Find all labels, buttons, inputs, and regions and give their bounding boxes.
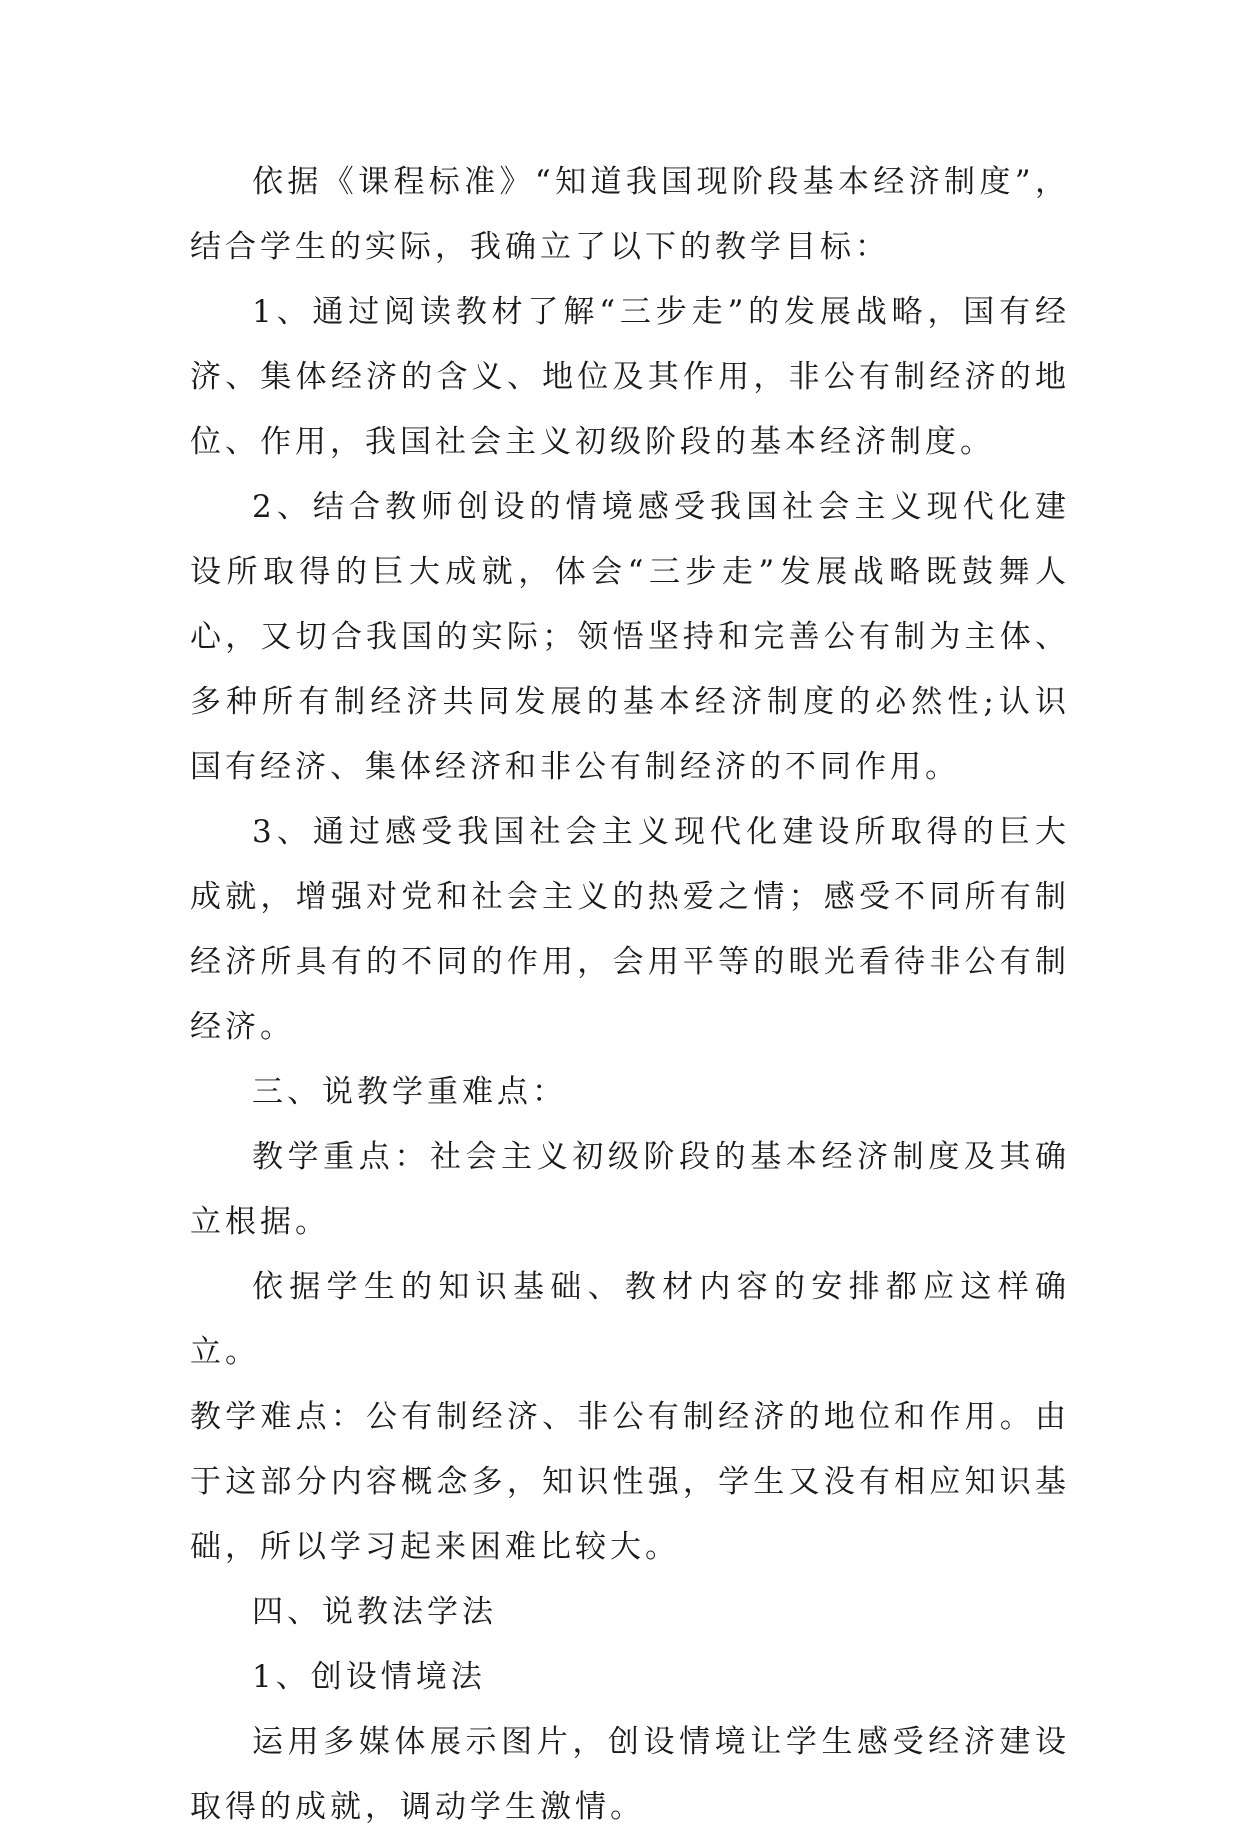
section-heading-key-points: 三、说教学重难点： bbox=[252, 1074, 567, 1110]
paragraph-basis: 依据学生的知识基础、教材内容的安排都应这样确立。 bbox=[190, 1269, 1070, 1370]
paragraph-key-point: 教学重点：社会主义初级阶段的基本经济制度及其确立根据。 bbox=[190, 1139, 1070, 1240]
paragraph-intro: 依据《课程标准》“知道我国现阶段基本经济制度”，结合学生的实际，我确立了以下的教学目标： bbox=[190, 164, 1070, 265]
subheading-scenario-method: 1、创设情境法 bbox=[252, 1659, 486, 1695]
paragraph-difficulty: 教学难点：公有制经济、非公有制经济的地位和作用。由于这部分内容概念多，知识性强，学生又没有相应知识基础，所以学习起来困难比较大。 bbox=[190, 1399, 1070, 1565]
paragraph-goal-2: 2、结合教师创设的情境感受我国社会主义现代化建设所取得的巨大成就，体会“三步走”发展战略既鼓舞人心，又切合我国的实际；领悟坚持和完善公有制为主体、多种所有制经济共同发展的基本经济制度的必然性;认识国有经济、集体经济和非公有制经济的不同作用。 bbox=[190, 489, 1070, 785]
paragraph-goal-1: 1、通过阅读教材了解“三步走”的发展战略，国有经济、集体经济的含义、地位及其作用，非公有制经济的地位、作用，我国社会主义初级阶段的基本经济制度。 bbox=[190, 294, 1070, 460]
document-page bbox=[190, 150, 1070, 1840]
section-heading-methods: 四、说教法学法 bbox=[252, 1594, 497, 1630]
paragraph-multimedia: 运用多媒体展示图片，创设情境让学生感受经济建设取得的成就，调动学生激情。 bbox=[190, 1724, 1070, 1825]
paragraph-goal-3: 3、通过感受我国社会主义现代化建设所取得的巨大成就，增强对党和社会主义的热爱之情；感受不同所有制经济所具有的不同的作用，会用平等的眼光看待非公有制经济。 bbox=[190, 814, 1070, 1045]
